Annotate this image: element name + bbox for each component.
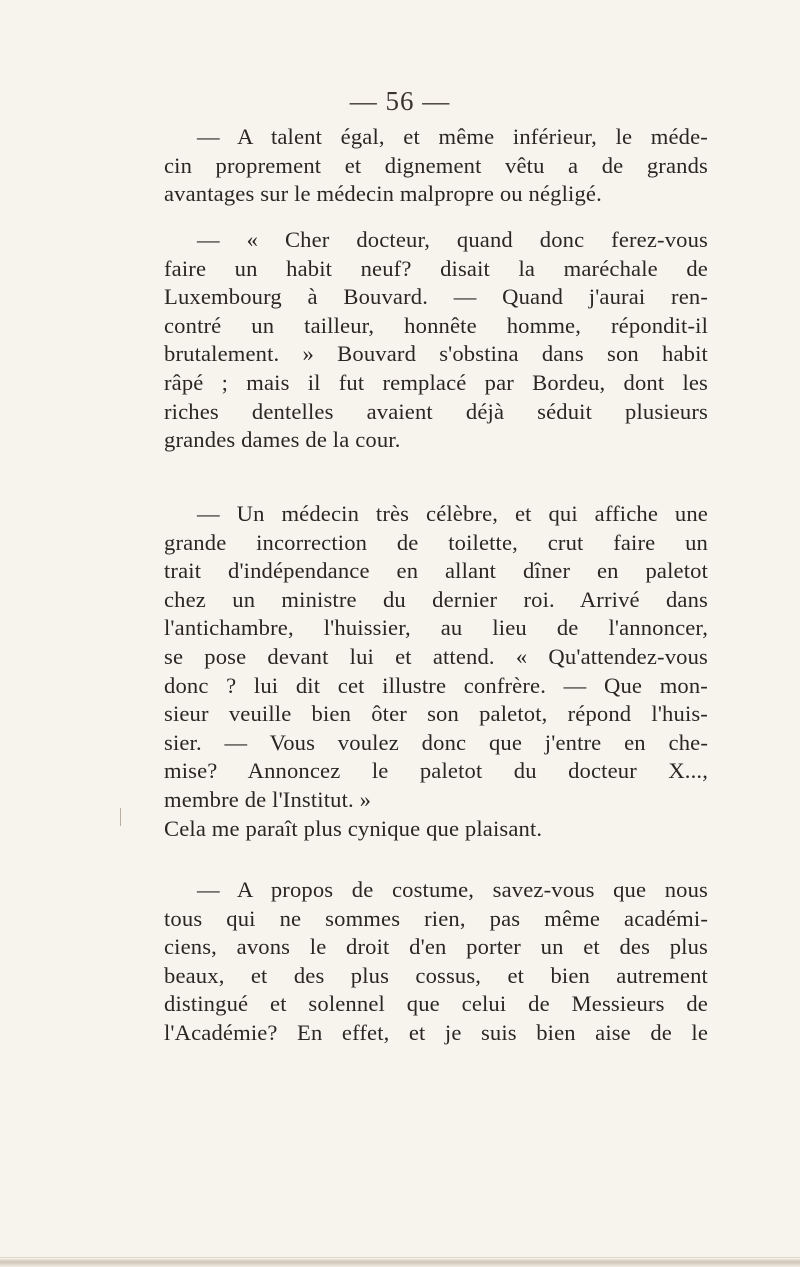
text-line: distingué et solennel que celui de Messieurs de — [164, 991, 708, 1017]
text-line: trait d'indépendance en allant dîner en paletot — [164, 558, 708, 584]
text-line: Luxembourg à Bouvard. — Quand j'aurai ren- — [164, 284, 708, 310]
text-line: l'Académie? En effet, et je suis bien aise de le — [164, 1019, 708, 1045]
margin-mark — [120, 808, 121, 826]
page-edge-band — [0, 1259, 800, 1267]
text-line: grande incorrection de toilette, crut faire un — [164, 529, 708, 555]
text-line: faire un habit neuf? disait la maréchale de — [164, 255, 708, 281]
text-line: se pose devant lui et attend. « Qu'attendez-vous — [164, 643, 708, 669]
text-line: cin proprement et dignement vêtu a de grands — [164, 152, 708, 178]
text-line: ciens, avons le droit d'en porter un et des plus — [164, 934, 708, 960]
text-line: sieur veuille bien ôter son paletot, répond l'huis- — [164, 701, 708, 727]
text-line: sier. — Vous voulez donc que j'entre en che- — [164, 729, 708, 755]
text-line: grandes dames de la cour. — [164, 427, 401, 453]
text-line: — A talent égal, et même inférieur, le méde- — [197, 124, 708, 149]
text-line: l'antichambre, l'huissier, au lieu de l'annoncer, — [164, 615, 708, 641]
text-line: avantages sur le médecin malpropre ou négligé. — [164, 181, 602, 207]
paragraph-3 — [164, 500, 708, 843]
text-line: beaux, et des plus cossus, et bien autrement — [164, 962, 708, 988]
text-line: brutalement. » Bouvard s'obstina dans son habit — [164, 341, 708, 367]
text-line: chez un ministre du dernier roi. Arrivé dans — [164, 586, 708, 612]
text-line: Cela me paraît plus cynique que plaisant. — [164, 815, 543, 841]
text-line: mise? Annoncez le paletot du docteur X..., — [164, 758, 708, 784]
text-line: — Un médecin très célèbre, et qui affiche une — [197, 501, 708, 526]
page-number: — 56 — — [349, 86, 451, 116]
page-edge-line — [0, 1257, 800, 1258]
paragraph-2 — [164, 226, 708, 455]
text-line: donc ? lui dit cet illustre confrère. — Que mon- — [164, 672, 708, 698]
paragraph-4 — [164, 876, 708, 1048]
paragraph-1 — [164, 123, 708, 209]
text-line: — A propos de costume, savez-vous que nous — [197, 877, 708, 902]
text-line: riches dentelles avaient déjà séduit plusieurs — [164, 398, 708, 424]
text-line: râpé ; mais il fut remplacé par Bordeu, dont les — [164, 369, 708, 395]
text-line: tous qui ne sommes rien, pas même académi- — [164, 905, 708, 931]
text-line: membre de l'Institut. » — [164, 786, 372, 812]
text-line: contré un tailleur, honnête homme, répondit-il — [164, 312, 708, 338]
text-line: — « Cher docteur, quand donc ferez-vous — [197, 227, 708, 252]
